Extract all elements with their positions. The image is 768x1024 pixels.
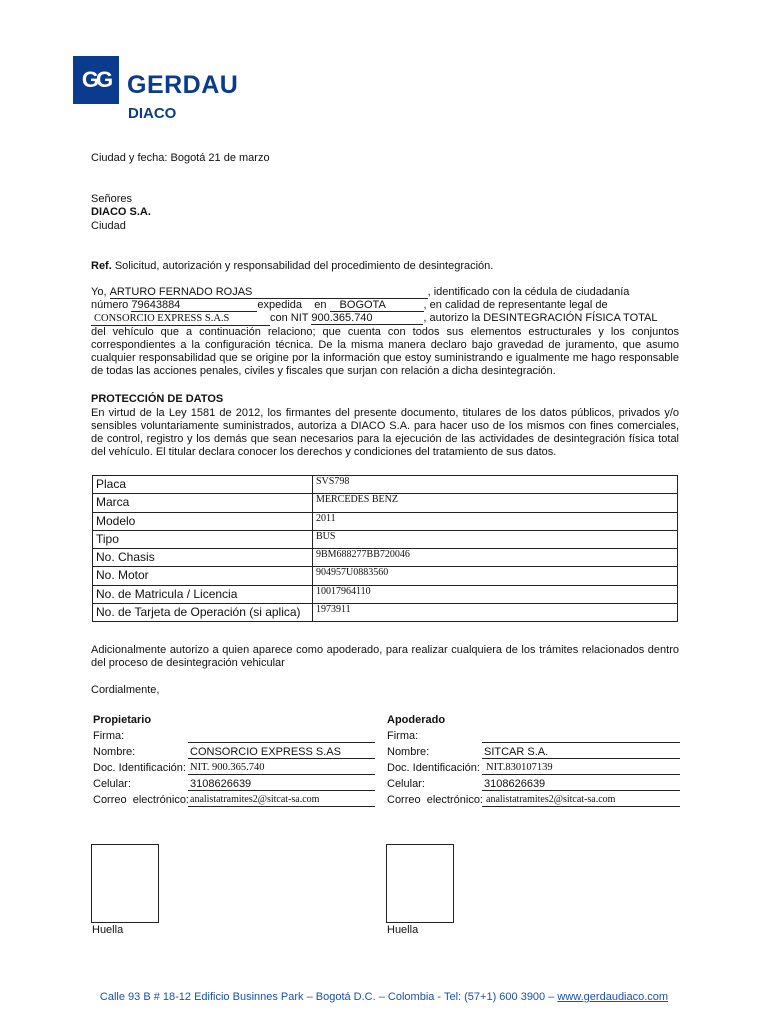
footer: [0, 991, 768, 1003]
proxy-title: Apoderado: [387, 714, 446, 726]
recipient-city: Ciudad: [91, 220, 126, 232]
city-date: Ciudad y fecha: Bogotá 21 de marzo: [91, 152, 270, 164]
owner-email-label: Correo electrónico:: [93, 794, 189, 806]
owner-title: Propietario: [93, 714, 152, 726]
ref-text: Solicitud, autorización y responsabilidad del procedimiento de desintegración.: [111, 260, 494, 272]
owner-email-line: [188, 806, 375, 807]
table-row: [93, 585, 678, 603]
row-label: No. Chasis: [93, 549, 313, 567]
owner-nombre-line: [188, 758, 375, 759]
row-value: SVS798: [313, 476, 678, 494]
proxy-email-label: Correo electrónico:: [387, 794, 483, 806]
owner-firma-label: Firma:: [93, 730, 125, 742]
gerdau-logo-mark: [73, 56, 119, 104]
owner-email: analistatramites2@sitcat-sa.com: [190, 794, 320, 805]
row-label: No. Motor: [93, 567, 313, 585]
proxy-email-line: [482, 806, 680, 807]
row-label: Modelo: [93, 512, 313, 530]
table-row: [93, 567, 678, 585]
proxy-cel: 3108626639: [484, 778, 546, 790]
table-row: [93, 604, 678, 622]
owner-cel-label: Celular:: [93, 778, 131, 790]
owner-nombre: CONSORCIO EXPRESS S.AS: [190, 746, 341, 758]
company-value: CONSORCIO EXPRESS S.A.S: [94, 313, 230, 324]
cedula-field: [131, 299, 257, 312]
row-value: BUS: [313, 530, 678, 548]
footer-address: Calle 93 B # 18-12 Edificio Businnes Park – Bogotá D.C. – Colombia - Tel: (57+1) 600 3900 –: [99, 991, 558, 1003]
row-value: 2011: [313, 512, 678, 530]
closing: Cordialmente,: [91, 684, 160, 696]
row-value: 10017964110: [313, 585, 678, 603]
proxy-doc-line: [482, 774, 680, 775]
proxy-nombre-label: Nombre:: [387, 746, 430, 758]
p1-line2: [91, 299, 608, 312]
recipient-greeting: Señores: [91, 193, 132, 205]
row-value: 904957U0883560: [313, 567, 678, 585]
owner-name: ARTURO FERNADO ROJAS: [109, 286, 253, 298]
expedida-label: expedida en: [257, 299, 327, 311]
owner-cel-line: [188, 790, 375, 791]
owner-fingerprint-box: [91, 844, 159, 923]
brand-name: GERDAU: [127, 71, 239, 99]
row-label: No. de Tarjeta de Operación (si aplica): [93, 604, 313, 622]
nit-label: con NIT: [270, 312, 309, 324]
proxy-nombre: SITCAR S.A.: [484, 746, 549, 758]
table-row: [93, 530, 678, 548]
data-protection-text: En virtud de la Ley 1581 de 2012, los firmantes del presente documento, titulares de los datos públicos, privados y/o sensibles voluntariamente suministrados, autoriza a DIACO S.A. para hacer uso de los mismos con fines comerciales, de control, registro y los demás que sean necesarios para la ejecución de las actividades de desintegración física total del vehículo. El titular declara conocer los derechos y condiciones del tratamiento de sus datos.: [91, 407, 679, 458]
proxy-doc-label: Doc. Identificación:: [387, 762, 480, 774]
brand-sub: DIACO: [128, 105, 177, 122]
proxy-cel-line: [482, 790, 680, 791]
owner-cel: 3108626639: [190, 778, 252, 790]
nit-value: 900.365.740: [311, 312, 373, 324]
data-protection-title: PROTECCIÓN DE DATOS: [91, 393, 224, 405]
logo-mark-letters: GG: [81, 67, 111, 92]
proxy-nombre-line: [482, 758, 680, 759]
table-row: [93, 476, 678, 494]
company-field: [91, 313, 270, 326]
p1-body: del vehículo que a continuación relaciono; que cuenta con todos sus elementos estructurales y los conjuntos correspondientes a la configuración técnica. De la misma manera declaro bajo gravedad de juramento, que asumo cualquier responsabilidad que se origine por la información que estoy suministrando e igualmente me hago responsable de todas las acciones penales, civiles y fiscales que surjan con relación a dicha desintegración.: [91, 326, 679, 377]
owner-doc-label: Doc. Identificación:: [93, 762, 186, 774]
nit-field: [311, 312, 423, 325]
numero-label: número: [91, 299, 129, 311]
proxy-cel-label: Celular:: [387, 778, 425, 790]
table-row: [93, 549, 678, 567]
owner-nombre-label: Nombre:: [93, 746, 136, 758]
proxy-firma-label: Firma:: [387, 730, 419, 742]
city-value: BOGOTA: [339, 299, 386, 311]
ref-label: Ref.: [91, 260, 112, 272]
cedula-value: 79643884: [131, 299, 181, 311]
additional-authorization: Adicionalmente autorizo a quien aparece como apoderado, para realizar cualquiera de los trámites relacionados dentro del proceso de desintegración vehicular: [91, 644, 679, 669]
owner-name-field: [110, 286, 428, 299]
proxy-huella-label: Huella: [387, 924, 419, 936]
proxy-email: analistatramites2@sitcat-sa.com: [486, 794, 616, 805]
table-row: [93, 512, 678, 530]
city-field: [330, 299, 424, 312]
row-label: Marca: [93, 494, 313, 512]
p1-after-city: , en calidad de representante legal de: [423, 299, 608, 311]
table-row: [93, 494, 678, 512]
vehicle-table: [92, 475, 678, 622]
owner-doc: NIT. 900.365.740: [190, 762, 265, 773]
recipient-company: DIACO S.A.: [91, 206, 151, 218]
proxy-doc: NIT.830107139: [486, 762, 553, 773]
footer-website-link[interactable]: www.gerdaudiaco.com: [557, 991, 669, 1003]
proxy-fingerprint-box: [386, 844, 454, 923]
p1-yo: Yo,: [91, 286, 107, 298]
proxy-firma-line: [482, 742, 680, 743]
owner-doc-line: [188, 774, 375, 775]
owner-firma-line: [188, 742, 375, 743]
p1-after-nit: , autorizo la DESINTEGRACIÓN FÍSICA TOTAL: [423, 312, 658, 324]
row-value: 9BM688277BB720046: [313, 549, 678, 567]
row-label: No. de Matricula / Licencia: [93, 585, 313, 603]
row-label: Tipo: [93, 530, 313, 548]
row-value: MERCEDES BENZ: [313, 494, 678, 512]
p1-line1: [91, 286, 629, 299]
p1-line3: [91, 312, 658, 326]
reference-line: [91, 260, 493, 273]
p1-after-name: , identificado con la cédula de ciudadanía: [427, 286, 630, 298]
row-value: 1973911: [313, 604, 678, 622]
row-label: Placa: [93, 476, 313, 494]
owner-huella-label: Huella: [92, 924, 124, 936]
